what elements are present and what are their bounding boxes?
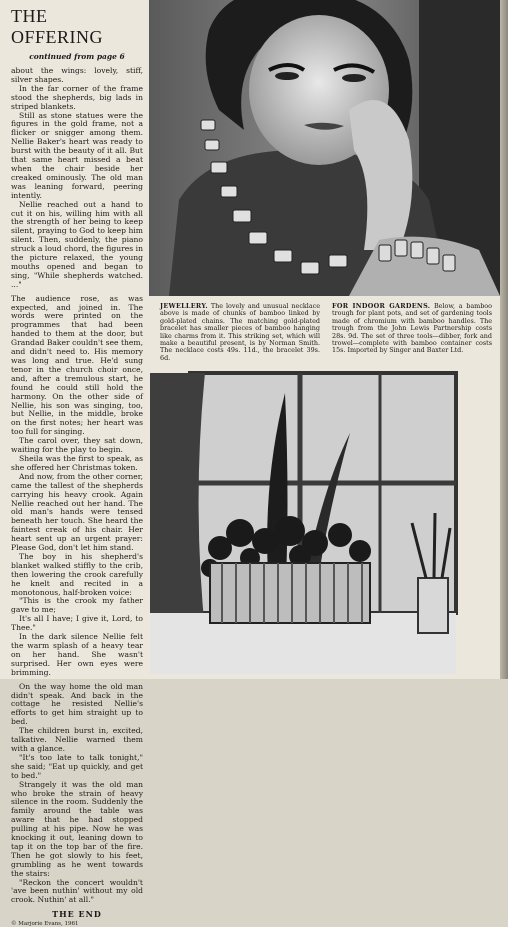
- story-paragraph: Nellie reached out a hand to cut it on his, willing him with all the strength of her being to keep silent, praying to God to keep him silent. Then, suddenly, the piano struck a loud chord, the figures in the picture relaxed, the young mouths opened and began to sing, "While shepherds watched. ...": [11, 199, 143, 289]
- jewellery-caption-heading: JEWELLERY.: [160, 302, 208, 310]
- story-paragraph: On the way home the old man didn't speak. And back in the cottage he resisted Nellie's efforts to get him straight up to bed.: [11, 681, 143, 727]
- story-paragraph: Sheila was the first to speak, as she offered her Christmas token.: [11, 453, 143, 472]
- story-paragraph: The boy in his shepherd's blanket walked stiffly to the crib, then lowering the crook carefully he knelt and recited in a monotonous, half-broken voice:: [11, 551, 143, 597]
- story-paragraph: In the far corner of the frame stood the shepherds, big lads in striped blankets.: [11, 83, 143, 111]
- jewellery-caption-text: The lovely and unusual necklace above is made of chunks of bamboo linked by gold-plated chains. The matching gold-plated bracelet has smaller pieces of bamboo hanging like charms from it. This striking set, which will make a beautiful present, is by Norman Smith. The necklace costs 49s. 11d., the bracelet 39s. 6d.: [160, 302, 320, 362]
- indoor-garden-photo: [150, 373, 456, 674]
- jewellery-photo-image: [149, 0, 500, 296]
- story-paragraph: It's all I have; I give it, Lord, to Thee.": [11, 614, 143, 633]
- story-paragraph: about the wings: lovely, stiff, silver shapes.: [11, 66, 143, 84]
- continued-note: continued from page 6: [29, 52, 125, 61]
- page-spine: [500, 0, 508, 679]
- story-column: [11, 6, 143, 927]
- jewellery-photo: [149, 0, 500, 296]
- story-paragraph: The children burst in, excited, talkative. Nellie warned them with a glance.: [11, 726, 143, 753]
- indoor-garden-photo-image: [150, 373, 456, 674]
- story-paragraph: Still as stone statues were the figures in the gold frame, not a flicker or snigger among them. Nellie Baker's heart was ready to burst with the beauty of it all. But that same heart missed a beat when the chair beside her creaked ominously. The old man was leaning forward, peering intently.: [11, 110, 143, 200]
- story-paragraph: The carol over, they sat down, waiting for the play to begin.: [11, 436, 143, 455]
- story-paragraph: And now, from the other corner, came the tallest of the shepherds carrying his heavy crook. Again Nellie reached out her hand. The old man's hands were tensed beneath her touch. She heard the faintest creak of his chair. Her heart sent up an urgent prayer: Please God, don't let him stand.: [11, 471, 143, 553]
- story-paragraph: "Reckon the concert wouldn't 'ave been nuthin' without my old crook. Nuthin' at all.": [11, 877, 143, 905]
- copyright-credit: © Marjorie Evans, 1961: [11, 921, 79, 927]
- story-paragraph: "It's too late to talk tonight," she said; "Eat up quickly, and get to bed.": [11, 752, 143, 780]
- story-paragraph: In the dark silence Nellie felt the warm splash of a heavy tear on her hand. She wasn't surprised. Her own eyes were brimming.: [11, 632, 143, 677]
- garden-caption-heading: FOR INDOOR GARDENS.: [332, 302, 431, 310]
- story-paragraph: "This is the crook my father gave to me;: [11, 596, 143, 615]
- story-paragraph: The audience rose, as was expected, and joined in. The words were printed on the programmes that had been handed to them at the door, but Grandad Baker couldn't see them, and didn't need to. His memory was long and true. He'd sung tenor in the church choir once, and, after a tremulous start, he found he could still hold the harmony. On the other side of Nellie, his son was singing, too, but Nellie, in the middle, broke on the first notes; her heart was too full for singing.: [11, 293, 143, 437]
- garden-caption: [332, 303, 492, 355]
- story-end: THE END: [52, 909, 102, 920]
- story-title: THE OFFERING: [11, 6, 104, 47]
- jewellery-caption: [160, 303, 320, 362]
- garden-caption-text: Below, a bamboo trough for plant pots, and set of gardening tools made of chromium with bamboo handles. The trough from the John Lewis Partnership costs 28s. 9d. The set of three tools—dibber, fork and trowel—complete with bamboo container costs 15s. Imported by Singer and Baxter Ltd.: [332, 302, 492, 355]
- story-paragraph: Strangely it was the old man who broke the strain of heavy silence in the room. Suddenly the family around the table was aware that he had stopped pulling at his pipe. Now he was knocking it out, leaning down to tap it on the top bar of the fire. Then he got slowly to his feet, grumbling as he went towards the stairs:: [11, 779, 143, 878]
